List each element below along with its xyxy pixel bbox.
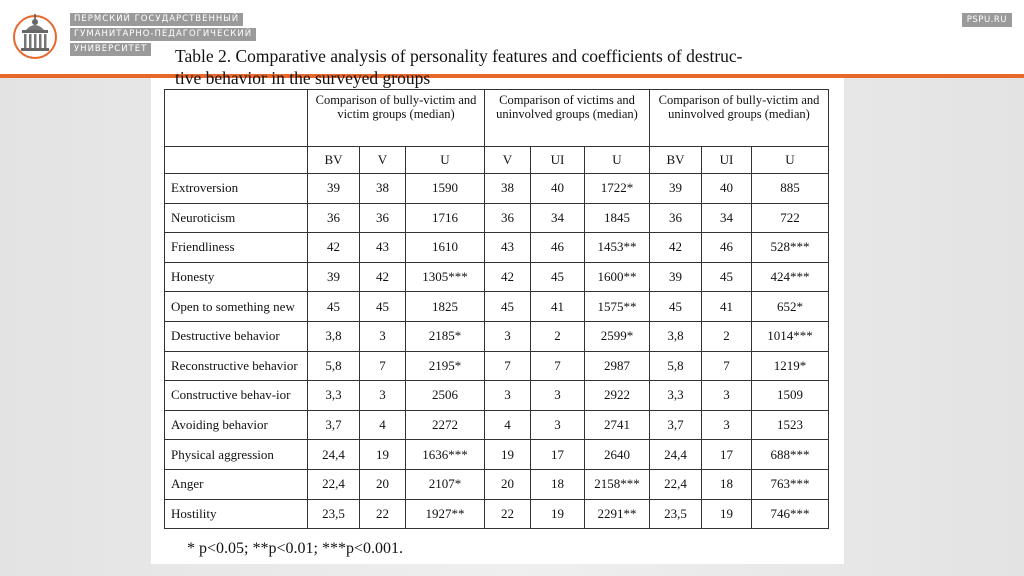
corner-cell: [165, 90, 308, 147]
table-cell: 746***: [752, 499, 829, 529]
university-name-line-1: ПЕРМСКИЙ ГОСУДАРСТВЕННЫЙ: [70, 13, 243, 26]
table-row: [165, 469, 829, 499]
table-cell: 2: [531, 321, 585, 351]
table-cell: 45: [485, 292, 531, 322]
table-cell: 5,8: [308, 351, 360, 381]
site-badge[interactable]: PSPU.RU: [962, 13, 1012, 27]
table-caption: [175, 45, 835, 89]
table-row: [165, 203, 829, 233]
table-cell: 3,8: [650, 321, 702, 351]
table-cell: 17: [531, 440, 585, 470]
table-row: [165, 321, 829, 351]
subheader-cell: U: [752, 147, 829, 174]
table-row: [165, 440, 829, 470]
table-cell: 3,7: [308, 410, 360, 440]
table-cell: 2158***: [585, 469, 650, 499]
table-cell: 7: [360, 351, 406, 381]
table-cell: 39: [650, 262, 702, 292]
table-cell: 2599*: [585, 321, 650, 351]
table-cell: 22: [485, 499, 531, 529]
table-cell: 1927**: [406, 499, 485, 529]
table-cell: 7: [531, 351, 585, 381]
row-label: Hostility: [165, 499, 308, 529]
table-cell: 20: [360, 469, 406, 499]
table-cell: 1600**: [585, 262, 650, 292]
table-cell: 24,4: [308, 440, 360, 470]
table-cell: 7: [702, 351, 752, 381]
table-cell: 1610: [406, 233, 485, 263]
table-cell: 7: [485, 351, 531, 381]
table-cell: 42: [485, 262, 531, 292]
row-label: Physical aggression: [165, 440, 308, 470]
row-label: Open to something new: [165, 292, 308, 322]
table-row: [165, 292, 829, 322]
university-name-line-3: УНИВЕРСИТЕТ: [70, 43, 151, 56]
table-cell: 2741: [585, 410, 650, 440]
table-cell: 1523: [752, 410, 829, 440]
table-cell: 2640: [585, 440, 650, 470]
table-cell: 45: [702, 262, 752, 292]
table-cell: 19: [531, 499, 585, 529]
table-cell: 1716: [406, 203, 485, 233]
row-label: Reconstructive behavior: [165, 351, 308, 381]
table-cell: 1636***: [406, 440, 485, 470]
table-cell: 43: [485, 233, 531, 263]
row-label: Destructive behavior: [165, 321, 308, 351]
table-cell: 19: [702, 499, 752, 529]
table-cell: 46: [702, 233, 752, 263]
table-cell: 3: [360, 321, 406, 351]
table-cell: 39: [308, 262, 360, 292]
table-cell: 17: [702, 440, 752, 470]
table-cell: 763***: [752, 469, 829, 499]
row-label: Honesty: [165, 262, 308, 292]
table-cell: 1509: [752, 381, 829, 411]
table-cell: 722: [752, 203, 829, 233]
table-cell: 36: [650, 203, 702, 233]
table-cell: 39: [650, 174, 702, 204]
table-cell: 1453**: [585, 233, 650, 263]
row-label: Avoiding behavior: [165, 410, 308, 440]
table-cell: 19: [360, 440, 406, 470]
group-header-bv-ui: Comparison of bully-victim and uninvolved groups (median): [650, 90, 829, 147]
table-cell: 45: [308, 292, 360, 322]
table-cell: 1845: [585, 203, 650, 233]
table-row: [165, 262, 829, 292]
table-cell: 43: [360, 233, 406, 263]
comparison-table: [164, 89, 829, 529]
table-cell: 2922: [585, 381, 650, 411]
table-cell: 36: [360, 203, 406, 233]
table-cell: 2195*: [406, 351, 485, 381]
table-cell: 2506: [406, 381, 485, 411]
table-cell: 3: [485, 381, 531, 411]
subheader-cell: BV: [650, 147, 702, 174]
table-cell: 34: [702, 203, 752, 233]
table-cell: 46: [531, 233, 585, 263]
table-body: [165, 174, 829, 529]
subheader-cell: BV: [308, 147, 360, 174]
table-cell: 688***: [752, 440, 829, 470]
subheader-cell: UI: [531, 147, 585, 174]
subheader-cell: V: [485, 147, 531, 174]
table-cell: 4: [485, 410, 531, 440]
table-cell: 1722*: [585, 174, 650, 204]
university-name-line-2: ГУМАНИТАРНО-ПЕДАГОГИЧЕСКИЙ: [70, 28, 256, 41]
table-cell: 5,8: [650, 351, 702, 381]
table-cell: 38: [485, 174, 531, 204]
table-cell: 3,3: [650, 381, 702, 411]
table-cell: 3,7: [650, 410, 702, 440]
table-cell: 652*: [752, 292, 829, 322]
table-cell: 528***: [752, 233, 829, 263]
table-cell: 885: [752, 174, 829, 204]
significance-footnote: * p<0.05; **p<0.01; ***p<0.001.: [187, 540, 403, 557]
table-cell: 1590: [406, 174, 485, 204]
table-row: [165, 499, 829, 529]
table-cell: 41: [531, 292, 585, 322]
table-cell: 3,3: [308, 381, 360, 411]
table-cell: 2291**: [585, 499, 650, 529]
caption-line-2: tive behavior in the surveyed groups: [175, 68, 431, 88]
table-cell: 3: [702, 381, 752, 411]
table-cell: 2: [702, 321, 752, 351]
subheader-cell: U: [406, 147, 485, 174]
table-cell: 1305***: [406, 262, 485, 292]
table-cell: 22: [360, 499, 406, 529]
table-cell: 40: [702, 174, 752, 204]
table-row: [165, 351, 829, 381]
row-label: Friendliness: [165, 233, 308, 263]
table-cell: 3: [485, 321, 531, 351]
table-cell: 18: [531, 469, 585, 499]
table-cell: 1219*: [752, 351, 829, 381]
table-cell: 3: [702, 410, 752, 440]
table-cell: 42: [360, 262, 406, 292]
table-cell: 36: [485, 203, 531, 233]
table-cell: 36: [308, 203, 360, 233]
table-cell: 24,4: [650, 440, 702, 470]
table-cell: 22,4: [650, 469, 702, 499]
subheader-cell: V: [360, 147, 406, 174]
table-cell: 3: [531, 381, 585, 411]
table-cell: 42: [308, 233, 360, 263]
caption-line-1: Table 2. Comparative analysis of personality features and coefficients of destruc-: [175, 46, 743, 66]
table-cell: 41: [702, 292, 752, 322]
table-cell: 23,5: [650, 499, 702, 529]
table-cell: 23,5: [308, 499, 360, 529]
table-cell: 424***: [752, 262, 829, 292]
subheader-cell: UI: [702, 147, 752, 174]
group-header-bv-v: Comparison of bully-victim and victim groups (median): [308, 90, 485, 147]
table-cell: 1825: [406, 292, 485, 322]
table-cell: 3: [531, 410, 585, 440]
group-header-v-ui: Comparison of victims and uninvolved groups (median): [485, 90, 650, 147]
table-cell: 42: [650, 233, 702, 263]
group-header-row: [165, 90, 829, 147]
table-cell: 1575**: [585, 292, 650, 322]
row-label: Constructive behav-ior: [165, 381, 308, 411]
subheader-cell: U: [585, 147, 650, 174]
table-cell: 22,4: [308, 469, 360, 499]
table-row: [165, 174, 829, 204]
table-cell: 2185*: [406, 321, 485, 351]
table-cell: 45: [360, 292, 406, 322]
table-row: [165, 233, 829, 263]
table-cell: 45: [531, 262, 585, 292]
table-cell: 2987: [585, 351, 650, 381]
table-cell: 1014***: [752, 321, 829, 351]
row-label: Anger: [165, 469, 308, 499]
table-cell: 20: [485, 469, 531, 499]
table-cell: 18: [702, 469, 752, 499]
table-cell: 19: [485, 440, 531, 470]
table-cell: 34: [531, 203, 585, 233]
table-cell: 2107*: [406, 469, 485, 499]
table-cell: 4: [360, 410, 406, 440]
table-cell: 3,8: [308, 321, 360, 351]
table-cell: 38: [360, 174, 406, 204]
table-cell: 2272: [406, 410, 485, 440]
university-building-icon: [12, 10, 58, 60]
table-cell: 39: [308, 174, 360, 204]
row-label: Neuroticism: [165, 203, 308, 233]
table-row: [165, 381, 829, 411]
table-cell: 3: [360, 381, 406, 411]
table-row: [165, 410, 829, 440]
table-cell: 40: [531, 174, 585, 204]
subheader-row: [165, 147, 829, 174]
row-label: Extroversion: [165, 174, 308, 204]
corner-cell-2: [165, 147, 308, 174]
table-cell: 45: [650, 292, 702, 322]
